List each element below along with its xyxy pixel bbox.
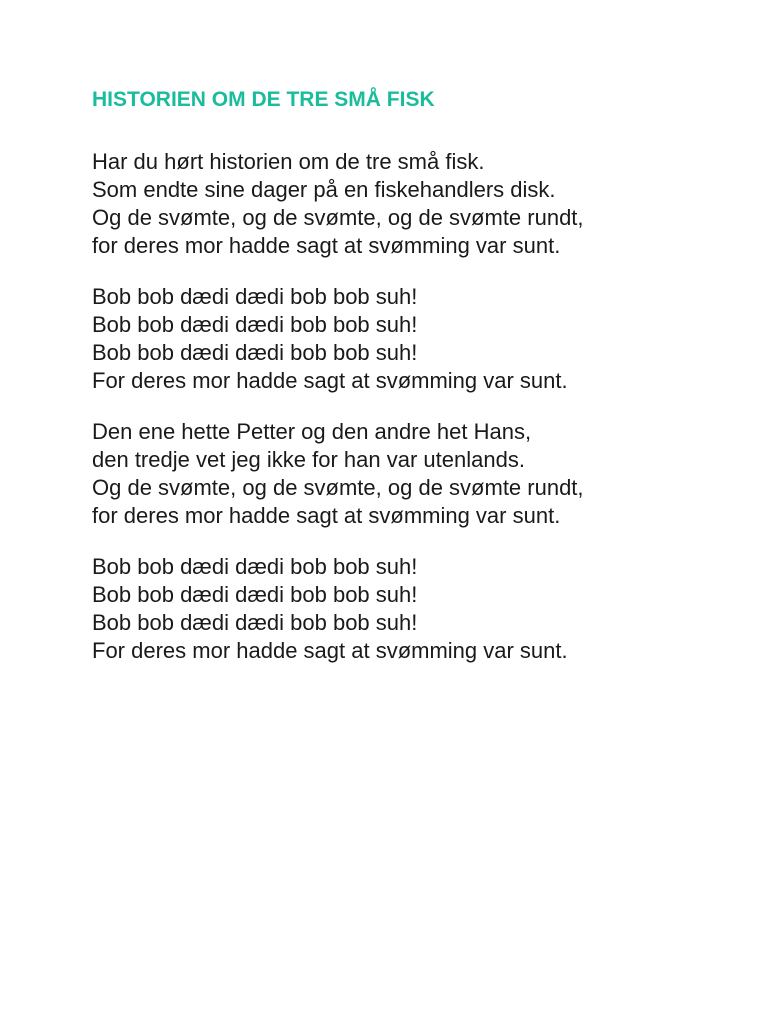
- stanza-line: Bob bob dædi dædi bob bob suh!: [92, 284, 418, 309]
- stanza-line: Og de svømte, og de svømte, og de svømte rundt,: [92, 205, 584, 230]
- document-title: HISTORIEN OM DE TRE SMÅ FISK: [92, 88, 435, 111]
- stanza-line: Og de svømte, og de svømte, og de svømte rundt,: [92, 475, 584, 500]
- stanza-line: Har du hørt historien om de tre små fisk.: [92, 149, 485, 174]
- stanza-line: for deres mor hadde sagt at svømming var sunt.: [92, 503, 561, 528]
- stanza-line: Bob bob dædi dædi bob bob suh!: [92, 340, 418, 365]
- stanza-line: Som endte sine dager på en fiskehandlers disk.: [92, 177, 556, 202]
- stanza-2: [92, 283, 732, 395]
- stanza-line: For deres mor hadde sagt at svømming var sunt.: [92, 368, 568, 393]
- stanza-3: [92, 418, 732, 530]
- document-content: [92, 86, 732, 688]
- stanza-line: Den ene hette Petter og den andre het Hans,: [92, 419, 532, 444]
- stanza-line: Bob bob dædi dædi bob bob suh!: [92, 312, 418, 337]
- stanza-line: den tredje vet jeg ikke for han var utenlands.: [92, 447, 525, 472]
- stanza-4: [92, 553, 732, 665]
- stanza-line: Bob bob dædi dædi bob bob suh!: [92, 610, 418, 635]
- stanza-line: for deres mor hadde sagt at svømming var sunt.: [92, 233, 561, 258]
- stanza-line: Bob bob dædi dædi bob bob suh!: [92, 582, 418, 607]
- stanza-1: [92, 148, 732, 260]
- stanza-line: Bob bob dædi dædi bob bob suh!: [92, 554, 418, 579]
- stanza-line: For deres mor hadde sagt at svømming var sunt.: [92, 638, 568, 663]
